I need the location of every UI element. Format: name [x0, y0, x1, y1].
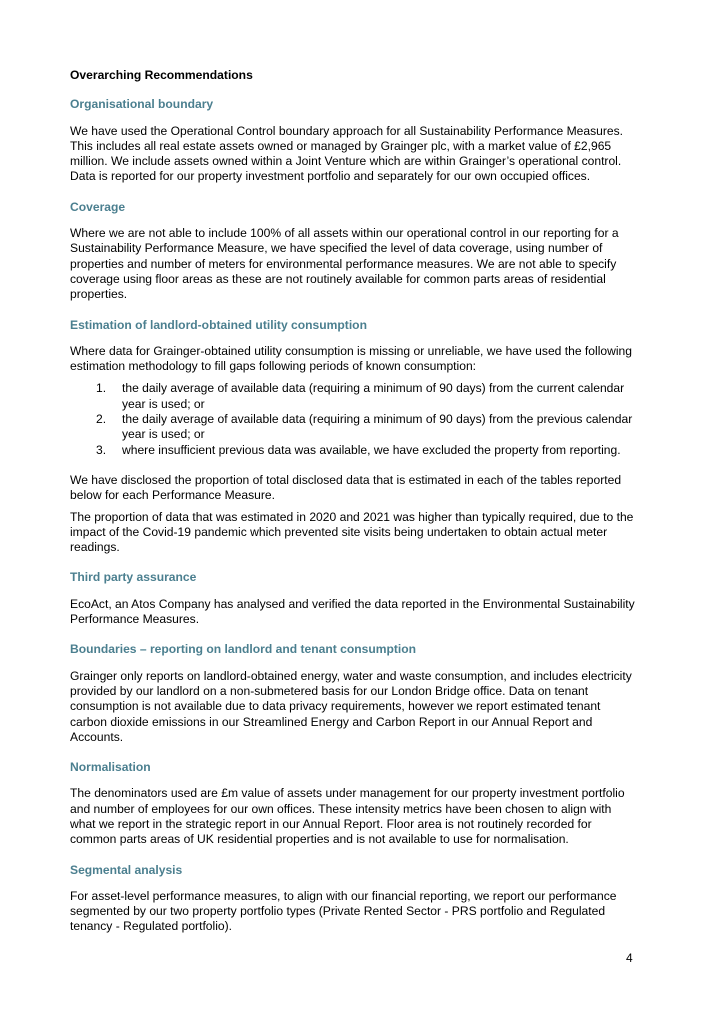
heading-organisational-boundary: Organisational boundary	[70, 97, 214, 112]
list-item	[70, 443, 640, 458]
paragraph-third-party-assurance: EcoAct, an Atos Company has analysed and verified the data reported in the Environmental Sustainability Performance Measures.	[70, 596, 635, 627]
paragraph-estimation-disclosure: We have disclosed the proportion of total disclosed data that is estimated in each of the tables reported below for each Performance Measure.	[70, 472, 622, 503]
paragraph-normalisation: The denominators used are £m value of assets under management for our property investment portfolio and number of employees for our own offices. These intensity metrics have been chosen to align with what we report in the strategic report in our Annual Report. Floor area is not routinely recorded for common parts areas of UK residential properties and is not available to use for normalisation.	[70, 786, 625, 847]
list-item-number: 2.	[96, 412, 107, 427]
paragraph-estimation-intro: Where data for Grainger-obtained utility consumption is missing or unreliable, we have used the following estimation methodology to fill gaps following periods of known consumption:	[70, 343, 632, 374]
heading-boundaries: Boundaries – reporting on landlord and tenant consumption	[70, 642, 417, 657]
paragraph-organisational-boundary: We have used the Operational Control boundary approach for all Sustainability Performance Measures. This includes all real estate assets owned or managed by Grainger plc, with a market value of £2,965 million. We include assets owned within a Joint Venture which are within Grainger’s operational control. Data is reported for our property investment portfolio and separately for our own occupied offices.	[70, 123, 624, 184]
heading-coverage: Coverage	[70, 199, 126, 214]
heading-estimation: Estimation of landlord-obtained utility consumption	[70, 317, 367, 332]
heading-segmental-analysis: Segmental analysis	[70, 862, 183, 877]
list-item-text: where insufficient previous data was available, we have excluded the property from reporting.	[122, 442, 621, 457]
list-item-text: the daily average of available data (requiring a minimum of 90 days) from the current calendar year is used; or	[122, 381, 625, 411]
heading-third-party-assurance: Third party assurance	[70, 570, 197, 585]
list-item	[70, 412, 640, 443]
list-item-text: the daily average of available data (requiring a minimum of 90 days) from the previous calendar year is used; or	[122, 412, 633, 442]
paragraph-boundaries: Grainger only reports on landlord-obtained energy, water and waste consumption, and includes electricity provided by our landlord on a non-submetered basis for our London Bridge office. Data on tenant consumption is not available due to data privacy requirements, however we report estimated tenant carbon dioxide emissions in our Streamlined Energy and Carbon Report in our Annual Report and Accounts.	[70, 668, 632, 744]
heading-normalisation: Normalisation	[70, 760, 151, 775]
list-item-number: 1.	[96, 381, 107, 396]
paragraph-estimation-covid: The proportion of data that was estimated in 2020 and 2021 was higher than typically required, due to the impact of the Covid-19 pandemic which prevented site visits being undertaken to obtain actual meter readings.	[70, 509, 634, 555]
document-page	[70, 68, 640, 950]
page-number: 4	[626, 951, 633, 965]
list-item-number: 3.	[96, 442, 107, 457]
document-title: Overarching Recommendations	[70, 68, 253, 82]
paragraph-segmental-analysis: For asset-level performance measures, to align with our financial reporting, we report our performance segmented by our two property portfolio types (Private Rented Sector - PRS portfolio and Regulated tenancy - Regulated portfolio).	[70, 888, 617, 934]
list-item	[70, 381, 640, 412]
paragraph-coverage: Where we are not able to include 100% of all assets within our operational control in our reporting for a Sustainability Performance Measure, we have specified the level of data coverage, using number of properties and number of meters for environmental performance measures. We are not able to specify coverage using floor areas as these are not routinely available for common parts areas of residential properties.	[70, 226, 619, 302]
estimation-method-list	[70, 381, 640, 457]
